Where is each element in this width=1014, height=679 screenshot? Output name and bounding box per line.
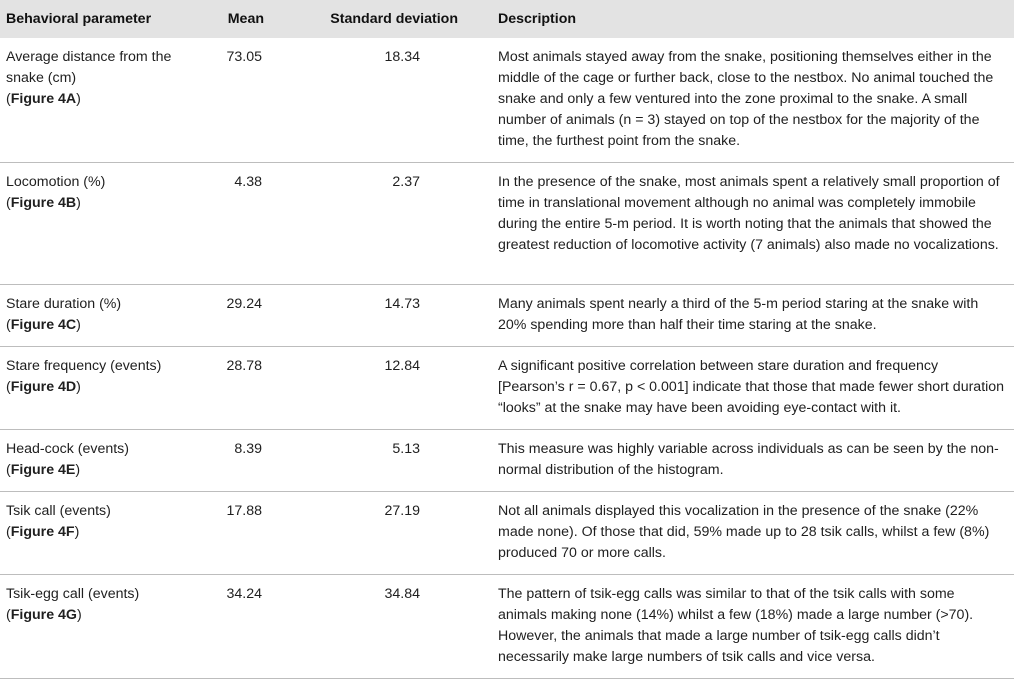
table-row xyxy=(0,575,1014,679)
parameter-name: Average distance from the snake (cm) xyxy=(6,49,172,86)
table-row xyxy=(0,430,1014,492)
figure-reference: (Figure 4E) xyxy=(6,462,81,478)
table-body xyxy=(0,38,1014,679)
figure-reference: (Figure 4F) xyxy=(6,524,80,540)
sd-cell: 12.84 xyxy=(288,347,478,430)
figure-reference: (Figure 4G) xyxy=(6,607,82,623)
description-cell: A significant positive correlation between stare duration and frequency [Pearson’s r = 0.67, p < 0.001] indicate that those that made fewer short duration “looks” at the snake may have been avoiding eye-contact with it. xyxy=(478,347,1014,430)
mean-cell: 73.05 xyxy=(208,38,288,163)
mean-cell: 34.24 xyxy=(208,575,288,679)
table-row xyxy=(0,163,1014,285)
figure-link[interactable]: Figure 4F xyxy=(10,524,75,540)
parameter-cell xyxy=(0,163,208,285)
parameter-name: Stare frequency (events) xyxy=(6,358,162,374)
table-row xyxy=(0,285,1014,347)
description-cell: This measure was highly variable across individuals as can be seen by the non-normal distribution of the histogram. xyxy=(478,430,1014,492)
mean-cell: 8.39 xyxy=(208,430,288,492)
header-description: Description xyxy=(498,10,577,27)
parameter-name: Head-cock (events) xyxy=(6,441,130,457)
sd-cell: 34.84 xyxy=(288,575,478,679)
table-row xyxy=(0,38,1014,163)
mean-cell: 17.88 xyxy=(208,492,288,575)
description-cell: In the presence of the snake, most animals spent a relatively small proportion of time in translational movement although no animal was completely immobile during the entire 5-m period. It is worth noting that the animals that showed the greatest reduction of locomotive activity (7 animals) also made no vocalizations. xyxy=(478,163,1014,285)
figure-reference: (Figure 4D) xyxy=(6,379,81,395)
parameter-cell xyxy=(0,285,208,347)
figure-reference: (Figure 4B) xyxy=(6,195,81,211)
parameter-name: Tsik-egg call (events) xyxy=(6,586,140,602)
parameter-cell xyxy=(0,38,208,163)
mean-cell: 29.24 xyxy=(208,285,288,347)
sd-cell: 18.34 xyxy=(288,38,478,163)
figure-link[interactable]: Figure 4G xyxy=(10,607,77,623)
header-row xyxy=(0,0,1014,38)
figure-link[interactable]: Figure 4C xyxy=(10,317,77,333)
parameter-cell xyxy=(0,575,208,679)
parameter-cell xyxy=(0,492,208,575)
table-row xyxy=(0,347,1014,430)
figure-link[interactable]: Figure 4D xyxy=(10,379,77,395)
description-cell: The pattern of tsik-egg calls was similar to that of the tsik calls with some animals making none (14%) whilst a few (18%) made a large number (>70). However, the animals that made a large number of tsik-egg calls didn’t necessarily make large numbers of tsik calls and vice versa. xyxy=(478,575,1014,679)
description-cell: Many animals spent nearly a third of the 5-m period staring at the snake with 20% spending more than half their time staring at the snake. xyxy=(478,285,1014,347)
table-header xyxy=(0,0,1014,38)
parameter-name: Stare duration (%) xyxy=(6,296,122,312)
mean-cell: 4.38 xyxy=(208,163,288,285)
description-cell: Not all animals displayed this vocalization in the presence of the snake (22% made none). Of those that did, 59% made up to 28 tsik calls, whilst a few (8%) produced 70 or more calls. xyxy=(478,492,1014,575)
figure-link[interactable]: Figure 4B xyxy=(10,195,77,211)
sd-cell: 2.37 xyxy=(288,163,478,285)
description-cell: Most animals stayed away from the snake, positioning themselves either in the middle of the cage or further back, close to the nestbox. No animal touched the snake and only a few ventured into the zone proximal to the snake. A small number of animals (n = 3) stayed on top of the nestbox for the majority of the time, the furthest point from the snake. xyxy=(478,38,1014,163)
parameter-cell xyxy=(0,430,208,492)
header-parameter: Behavioral parameter xyxy=(6,10,152,27)
figure-reference: (Figure 4C) xyxy=(6,317,81,333)
header-sd: Standard deviation xyxy=(330,10,458,27)
sd-cell: 14.73 xyxy=(288,285,478,347)
figure-link[interactable]: Figure 4E xyxy=(10,462,76,478)
mean-cell: 28.78 xyxy=(208,347,288,430)
header-mean: Mean xyxy=(227,10,264,27)
table-row xyxy=(0,492,1014,575)
parameter-name: Locomotion (%) xyxy=(6,174,106,190)
figure-link[interactable]: Figure 4A xyxy=(10,91,77,107)
parameter-cell xyxy=(0,347,208,430)
sd-cell: 27.19 xyxy=(288,492,478,575)
parameter-name: Tsik call (events) xyxy=(6,503,111,519)
sd-cell: 5.13 xyxy=(288,430,478,492)
figure-reference: (Figure 4A) xyxy=(6,91,81,107)
